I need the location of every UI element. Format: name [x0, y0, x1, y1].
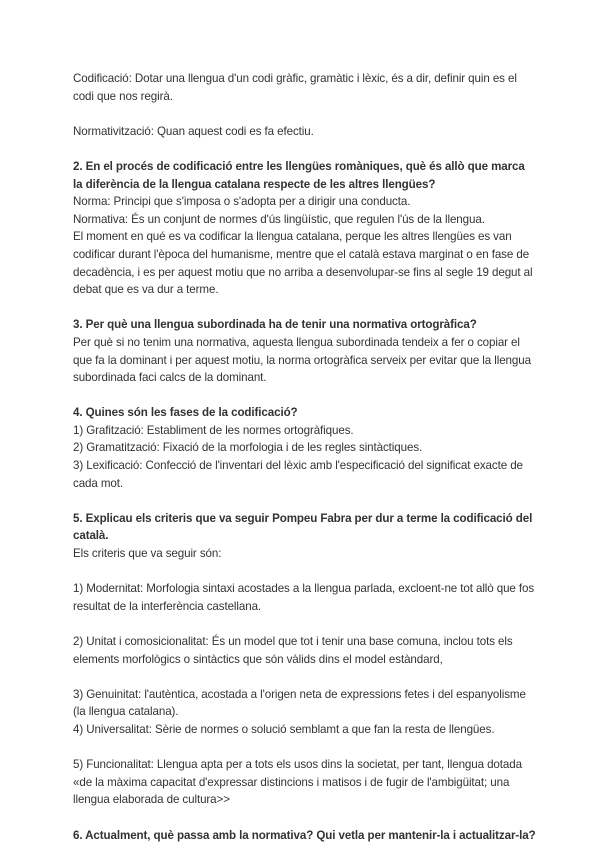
- question-3: 3. Per què una llengua subordinada ha de tenir una normativa ortogràfica?: [73, 318, 477, 332]
- question-4: 4. Quines són les fases de la codificació?: [73, 406, 298, 420]
- question-6: 6. Actualment, què passa amb la normativa? Qui vetla per mantenir-la i actualitzar-la?: [73, 828, 536, 842]
- answer-4-lexificacio: 3) Lexificació: Confecció de l'inventari del lèxic amb l'especificació del significat exacte de cada mot.: [73, 459, 523, 490]
- definition-normativitzacio: Normativització: Quan aquest codi es fa efectiu.: [73, 124, 314, 138]
- answer-2-normativa: Normativa: És un conjunt de normes d'ús lingüístic, que regulen l'ús de la llengua.: [73, 212, 485, 226]
- answer-2-norma: Norma: Principi que s'imposa o s'adopta per a dirigir una conducta.: [73, 195, 411, 209]
- answer-5-intro: Els criteris que va seguir són:: [73, 547, 222, 561]
- criterion-genuinitat: 3) Genuinitat: l'autèntica, acostada a l'origen neta de expressions fetes i del espanyolisme (la llengua catalana).: [73, 687, 526, 719]
- criterion-funcionalitat: 5) Funcionalitat: Llengua apta per a tots els usos dins la societat, per tant, llengua dotada «de la màxima capacitat d'expressar distincions i matisos i de fugir de l'ambigüitat; una llengua elaborada de cultura>>: [73, 758, 522, 807]
- question-5: 5. Explicau els criteris que va seguir Pompeu Fabra per dur a terme la codificació del català.: [73, 511, 533, 543]
- answer-2-explanation: El moment en qué es va codificar la llengua catalana, perque les altres llengües es van codificar durant l'època del humanisme, mentre que el català estava marginat o en fase de decadència, i es per aquest motiu que no arriba a desenvolupar-se fins al segle 19 degut al debat que es va dur a terme.: [73, 230, 533, 297]
- criterion-universalitat: 4) Universalitat: Sèrie de normes o solució semblamt a que fan la resta de llengües.: [73, 722, 495, 736]
- definition-codificacio: Codificació: Dotar una llengua d'un codi gràfic, gramàtic i lèxic, és a dir, definir quin es el codi que nos regirà.: [73, 72, 517, 103]
- answer-4-gramatitzacio: 2) Gramatització: Fixació de la morfologia i de les regles sintàctiques.: [73, 441, 423, 455]
- question-2: 2. En el procés de codificació entre les llengües romàniques, què és allò que marca la diferència de la llengua catalana respecte de les altres llengües?: [73, 159, 525, 191]
- answer-3: Per què si no tenim una normativa, aquesta llengua subordinada tendeix a fer o copiar el que fa la dominant i per aquest motiu, la norma ortogràfica serveix per evitar que la llengua subordinada faci calcs de la dominant.: [73, 335, 531, 385]
- answer-4-grafitzacio: 1) Grafització: Establiment de les normes ortogràfiques.: [73, 423, 354, 437]
- criterion-unitat: 2) Unitat i comosicionalitat: És un model que tot i tenir una base comuna, inclou tots els elements morfològics o sintàctics que són vàlids dins el model estàndard,: [73, 635, 513, 666]
- criterion-modernitat: 1) Modernitat: Morfologia sintaxi acostades a la llengua parlada, excloent-ne tot allò que fos resultat de la interferència castellana.: [73, 582, 535, 613]
